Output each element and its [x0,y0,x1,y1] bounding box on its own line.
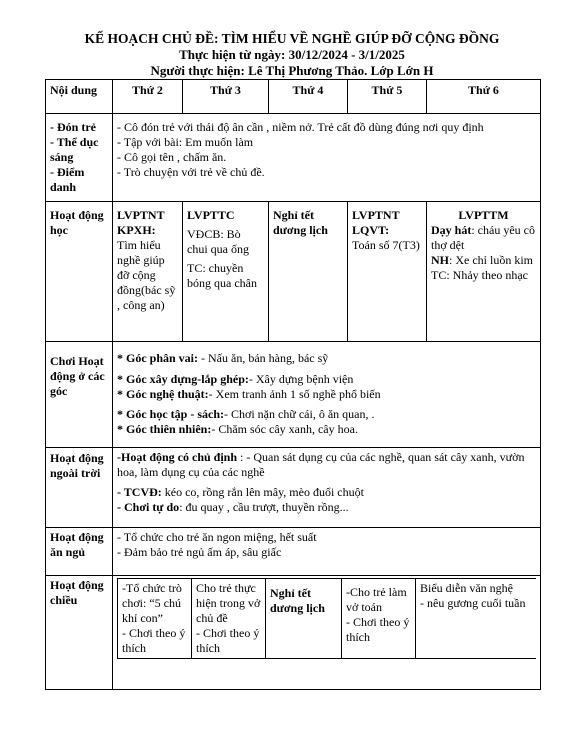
col-header-wed: Thứ 4 [269,80,348,114]
outdoor-games-label: - TCVĐ: [117,485,162,499]
outdoor-purpose-label: -Hoạt động có chủ định [117,450,238,464]
table-row-study [46,202,541,342]
study-fri-title: LVPTTM [458,208,509,222]
afternoon-thu-task: -Cho trẻ làm vở toán [346,585,407,614]
study-mon-subtitle: KPXH: [117,223,156,237]
study-tue [183,202,269,342]
study-tue-text1: VĐCB: Bò chui qua ống [187,227,249,256]
study-thu-text: Toán số 7(T3) [352,238,420,252]
row-label-outdoor: Hoạt động ngoài trời [46,448,113,528]
table-header-row [46,80,541,114]
row-label-afternoon: Hoạt động chiều [46,576,113,690]
study-thu-subtitle: LQVT: [352,223,390,237]
study-tue-title: LVPTTC [187,208,235,222]
weekly-plan-table [45,79,541,690]
table-row-meal [46,528,541,576]
plan-author: Người thực hiện: Lê Thị Phương Thảo. Lớp Lớn H [150,63,434,78]
row-label-corners: Chơi Hoạt động ở các góc [46,342,113,448]
corner-text: - Chăm sóc cây xanh, cây hoa. [211,422,358,436]
col-header-mon: Thứ 2 [113,80,183,114]
label-don-tre: - Đón trẻ [50,120,96,134]
afternoon-thu [342,579,416,659]
corner-text: - Nấu ăn, bán hàng, bác sỹ [201,351,329,365]
afternoon-wed [266,579,342,659]
row-label-welcome [46,114,113,202]
study-thu-title: LVPTNT [352,208,400,222]
outdoor-games: kéo co, rồng rắn lên mây, mèo đuổi chuột [161,485,364,499]
plan-dates: Thực hiện từ ngày: 30/12/2024 - 3/1/2025 [179,47,405,62]
corner-name: * Góc xây dựng-lắp ghép: [117,372,249,386]
study-wed [269,202,348,342]
document-header [0,30,584,79]
afternoon-fri-show: Biểu diễn văn nghệ [420,581,513,595]
meal-line: - Tổ chức cho trẻ ăn ngon miệng, hết suất [117,530,317,544]
table-row-welcome [46,114,541,202]
afternoon-tue-free: - Chơi theo ý thích [196,626,260,655]
label-the-duc: - Thể dục sáng [50,135,99,164]
afternoon-fri-praise: - nêu gương cuối tuần [420,596,526,610]
study-fri [427,202,541,342]
outdoor-free-label: - Chơi tự do [117,500,180,514]
row-label-meal: Hoạt động ăn ngủ [46,528,113,576]
afternoon-content [113,576,541,690]
corner-name: * Góc thiên nhiên: [117,422,212,436]
afternoon-mon-game: -Tổ chức trò chơi: “5 chú khỉ con” [122,581,182,625]
col-header-tue: Thứ 3 [183,80,269,114]
study-fri-listen-label: NH [431,253,449,267]
corner-text: - Xem tranh ảnh 1 số nghề phổ biến [208,387,381,401]
welcome-line: - Tập với bài: Em muốn làm [117,135,254,149]
corners-content [113,342,541,448]
study-tue-text2: TC: chuyền bóng qua chân [187,261,257,290]
col-header-fri: Thứ 6 [427,80,541,114]
row-label-study: Hoạt động học [46,202,113,342]
outdoor-purpose: : - Quan sát dụng cụ của các nghề, quan sát cây xanh, vườn hoa, làm dụng cụ của các nghề [117,450,525,479]
label-diem-danh: - Điểm danh [50,165,85,194]
afternoon-tue-task: Cho trẻ thực hiện trong vở chủ đề [196,581,261,625]
afternoon-tue [192,579,266,659]
welcome-content [113,114,541,202]
corner-text: - Xây dựng bệnh viện [248,372,354,386]
study-mon [113,202,183,342]
afternoon-thu-free: - Chơi theo ý thích [346,615,410,644]
afternoon-wed-holiday: Nghỉ tết dương lịch [270,586,325,615]
outdoor-content [113,448,541,528]
afternoon-inner-table [117,578,536,659]
corner-text: - Chơi nặn chữ cái, ô ăn quan, . [224,407,375,421]
study-mon-title: LVPTNT [117,208,165,222]
afternoon-mon-free: - Chơi theo ý thích [122,626,186,655]
outdoor-free: : đu quay , cầu trượt, thuyền rồng... [179,500,349,514]
afternoon-fri [416,579,537,659]
study-mon-text: Tìm hiểu nghề giúp đỡ cộng đồng(bác sỹ , công an) [117,238,176,312]
welcome-line: - Cô đón trẻ với thái độ ân cần , niềm nở. Trẻ cất đồ dùng đúng nơi quy định [117,120,484,134]
table-row-afternoon [46,576,541,690]
meal-line: - Đảm bảo trẻ ngủ ấm áp, sâu giấc [117,545,282,559]
welcome-line: - Trò chuyện với trẻ về chủ đề. [117,165,265,179]
corner-name: * Góc học tập - sách: [117,407,224,421]
afternoon-mon [118,579,192,659]
col-header-content: Nội dung [46,80,113,114]
study-fri-song-label: Dạy hát [431,223,472,237]
study-fri-song: : cháu yêu cô thợ dệt [431,223,535,252]
corner-name: * Góc phân vai: [117,351,202,365]
table-row-outdoor [46,448,541,528]
study-thu [348,202,427,342]
table-row-corners [46,342,541,448]
study-wed-holiday: Nghỉ tết dương lịch [273,208,328,237]
study-fri-game: TC: Nhảy theo nhạc [431,268,528,282]
corner-name: * Góc nghệ thuật: [117,387,209,401]
welcome-line: - Cô gọi tên , chấm ăn. [117,150,227,164]
plan-title: KẾ HOẠCH CHỦ ĐỀ: TÌM HIỂU VỀ NGHỀ GIÚP ĐỠ CỘNG ĐỒNG [84,31,500,46]
study-fri-listen: : Xe chỉ luồn kim [449,253,533,267]
col-header-thu: Thứ 5 [348,80,427,114]
meal-content [113,528,541,576]
